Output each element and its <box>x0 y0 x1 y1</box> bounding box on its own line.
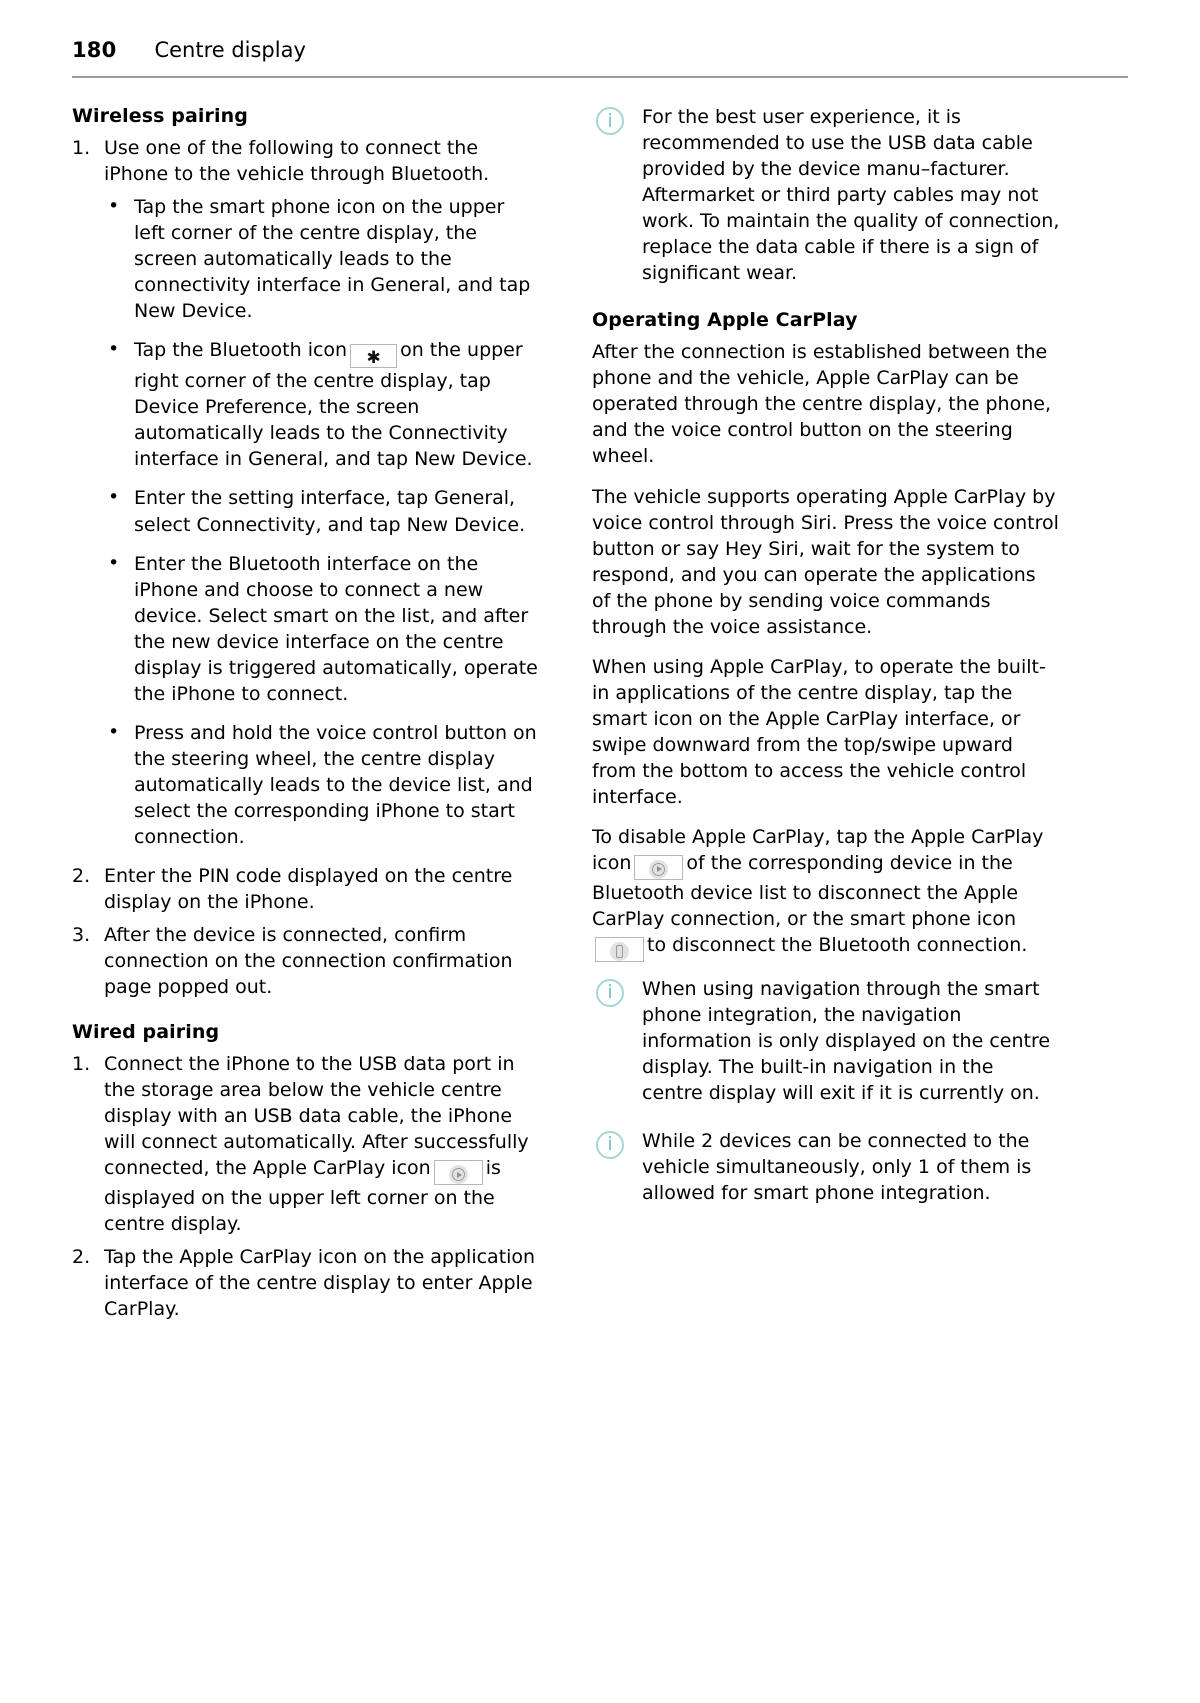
header-divider <box>72 76 1128 78</box>
note-block <box>592 104 1060 286</box>
list-item-text: Tap the Apple CarPlay icon on the application interface of the centre display to enter Apple CarPlay. <box>104 1246 536 1321</box>
note-text: While 2 devices can be connected to the vehicle simultaneously, only 1 of them is allowed for smart phone integration. <box>642 1129 1032 1204</box>
list-item <box>104 194 540 324</box>
list-item <box>72 135 540 849</box>
list-item-text-after: is displayed on the upper left corner on the centre display. <box>104 1157 501 1236</box>
heading-operating-apple-carplay: Operating Apple CarPlay <box>592 309 858 332</box>
info-icon <box>596 1131 624 1159</box>
carplay-play-glyph <box>452 1168 465 1181</box>
heading-wireless-pairing: Wireless pairing <box>72 105 248 127</box>
list-item <box>72 1051 540 1237</box>
paragraph: After the connection is established between the phone and the vehicle, Apple CarPlay can be operated through the centre display, the phone, and the voice control button on the steering wheel. <box>592 341 1051 468</box>
paragraph-text-a: To disable Apple CarPlay, tap the Apple CarPlay icon <box>592 825 1044 874</box>
smart-phone-icon-box <box>595 937 644 962</box>
list-item-text: Use one of the following to connect the iPhone to the vehicle through Bluetooth. <box>104 137 490 186</box>
list-item <box>72 1244 540 1322</box>
note-block <box>592 1128 1060 1206</box>
paragraph-text-b: of the corresponding device in the Bluetooth device list to disconnect the Apple CarPlay connection, or the smart phone icon <box>592 851 1019 930</box>
page-number: 180 <box>72 38 117 62</box>
info-icon <box>596 107 624 135</box>
list-item-text: Enter the setting interface, tap General, select Connectivity, and tap New Device. <box>134 487 526 536</box>
list-item-text: Press and hold the voice control button on the steering wheel, the centre display automatically leads to the device list, and select the corresponding iPhone to start connection. <box>134 721 537 848</box>
list-item <box>104 720 540 850</box>
carplay-play-glyph <box>652 863 665 876</box>
right-column <box>592 104 1060 1329</box>
list-item <box>104 485 540 537</box>
list-item <box>104 551 540 707</box>
heading-wired-pairing: Wired pairing <box>72 1020 220 1043</box>
list-item-text: Enter the Bluetooth interface on the iPhone and choose to connect a new device. Select smart on the list, and after the new device interface on the centre display is triggered automatically, operate the iPhone to connect. <box>134 552 538 705</box>
carplay-icon <box>649 860 668 879</box>
page-header <box>72 38 1128 62</box>
paragraph: When using Apple CarPlay, to operate the built-in applications of the centre display, tap the smart icon on the Apple CarPlay interface, or swipe downward from the top/swipe upward from the bottom to access the vehicle control interface. <box>592 655 1046 808</box>
carplay-icon-box <box>434 1160 483 1185</box>
list-marker: 1. <box>72 1053 91 1076</box>
list-item-text: After the device is connected, confirm connection on the connection confirmation page popped out. <box>104 923 513 998</box>
left-column <box>72 104 540 1329</box>
note-block <box>592 976 1060 1106</box>
paragraph-with-icons <box>592 824 1060 962</box>
wireless-methods-list <box>104 194 540 849</box>
list-item-text: Tap the smart phone icon on the upper left corner of the centre display, the screen automatically leads to the connectivity interface in General, and tap New Device. <box>134 196 531 323</box>
list-item <box>104 337 540 472</box>
wireless-steps-list <box>72 135 540 999</box>
body-columns <box>72 104 1128 1329</box>
list-item <box>72 922 540 1000</box>
list-item-text: Enter the PIN code displayed on the centre display on the iPhone. <box>104 864 513 913</box>
paragraph-text-c: to disconnect the Bluetooth connection. <box>647 933 1028 956</box>
list-item <box>72 863 540 915</box>
info-icon-glyph: i <box>607 1133 613 1156</box>
list-item-text-before: Connect the iPhone to the USB data port in the storage area below the vehicle centre display with an USB data cable, the iPhone will connect automatically. After successfully connected, the Apple CarPlay icon <box>104 1053 529 1180</box>
note-text: When using navigation through the smart phone integration, the navigation information is only displayed on the centre display. The built-in navigation in the centre display will exit if it is currently on. <box>642 977 1051 1104</box>
info-icon-glyph: i <box>607 981 613 1004</box>
list-item-text-before: Tap the Bluetooth icon <box>134 339 348 362</box>
list-marker: 1. <box>72 137 91 160</box>
info-icon-glyph: i <box>607 109 613 132</box>
bluetooth-icon: ✱ <box>366 348 381 369</box>
chapter-title: Centre display <box>154 38 306 62</box>
paragraph: The vehicle supports operating Apple CarPlay by voice control through Siri. Press the voice control button or say Hey Siri, wait for the system to respond, and you can operate the applications of the phone by sending voice commands through the voice assistance. <box>592 485 1059 638</box>
list-marker: 2. <box>72 1246 91 1269</box>
list-marker: 2. <box>72 864 91 887</box>
note-text: For the best user experience, it is recommended to use the USB data cable provided by the device manu–facturer. Aftermarket or third party cables may not work. To maintain the quality of connection, replace the data cable if there is a sign of significant wear. <box>642 106 1060 285</box>
wired-steps-list <box>72 1051 540 1322</box>
info-icon <box>596 979 624 1007</box>
carplay-icon <box>449 1165 468 1184</box>
list-marker: 3. <box>72 923 91 946</box>
phone-glyph <box>616 945 623 958</box>
list-item-text-after: on the upper right corner of the centre display, tap Device Preference, the screen automatically leads to the Connectivity interface in General, and tap New Device. <box>134 339 533 471</box>
bluetooth-icon-box <box>350 344 397 368</box>
smart-phone-icon <box>610 942 629 961</box>
carplay-icon-box <box>634 855 683 880</box>
